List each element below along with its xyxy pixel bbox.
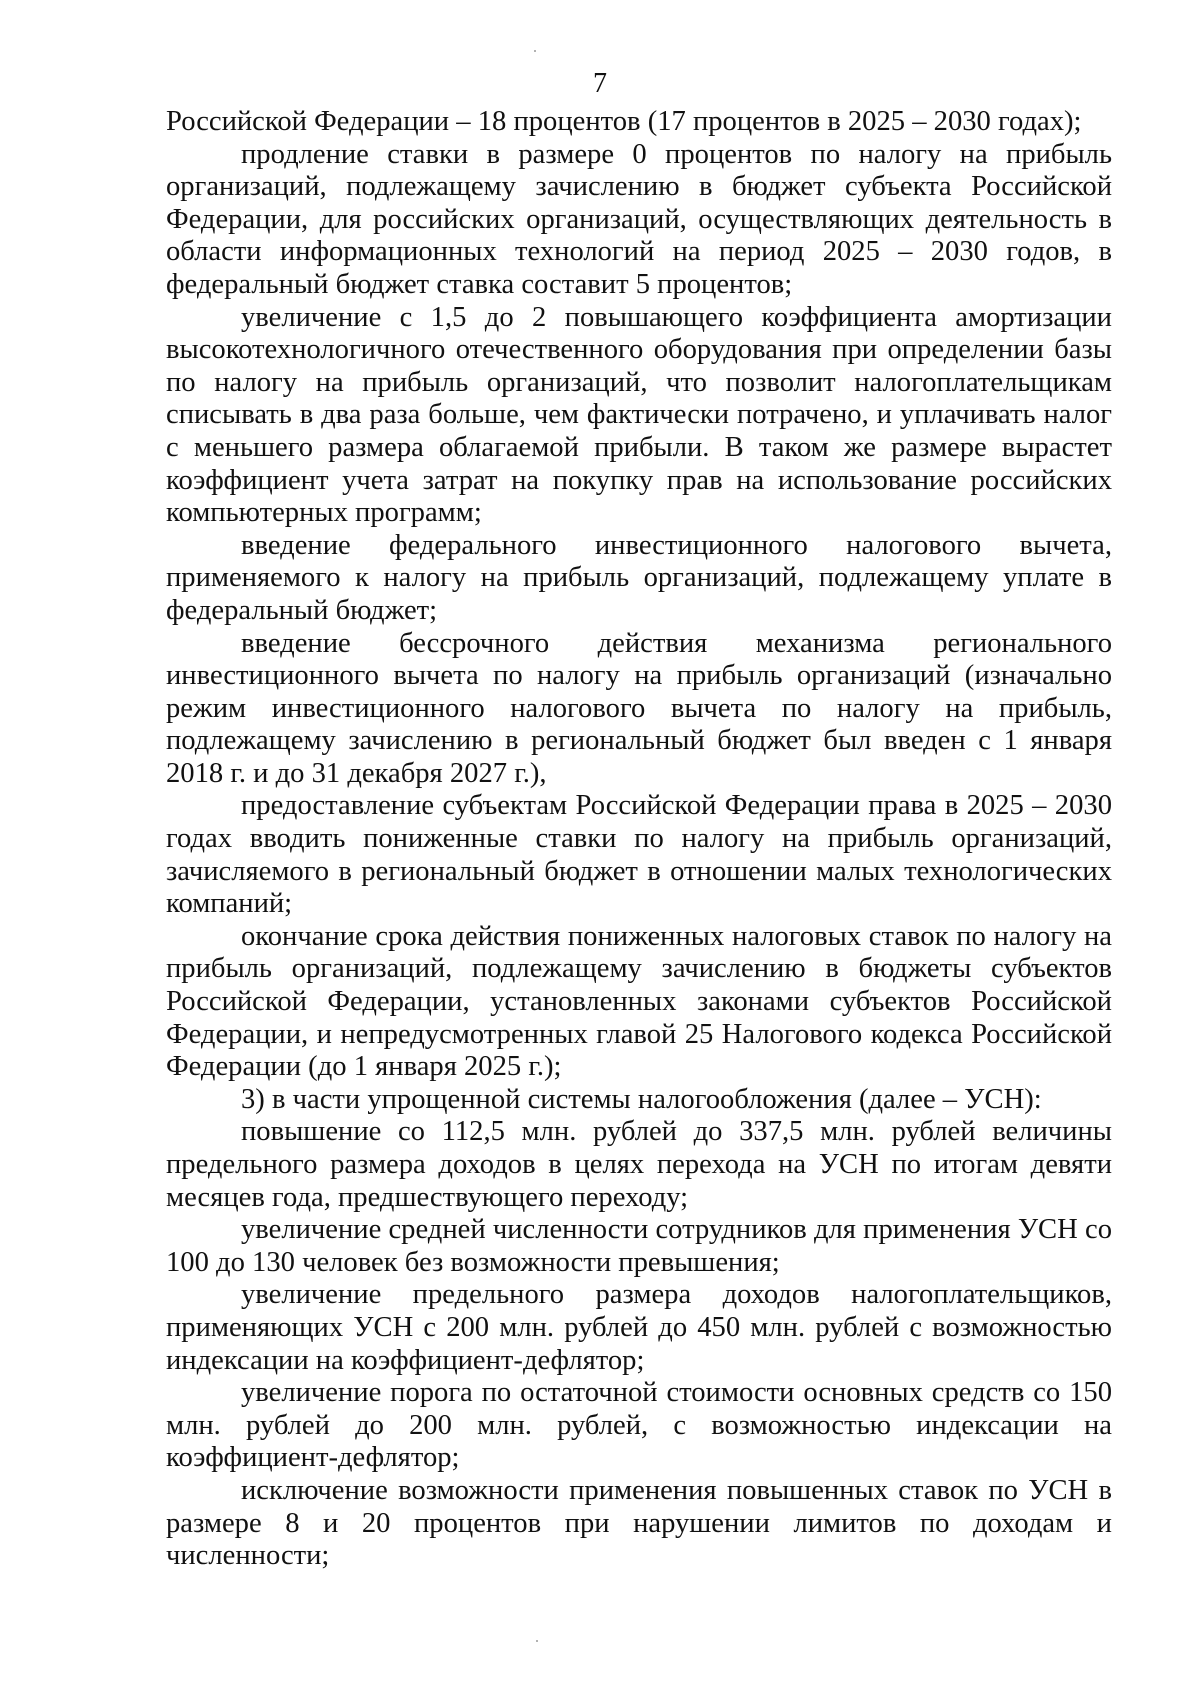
page-number: 7	[593, 68, 607, 99]
paragraph-usn-income-limit: увеличение предельного размера доходов налогоплательщиков, применяющих УСН с 200 млн. рублей до 450 млн. рублей с возможностью индексации на коэффициент-дефлятор;	[166, 1279, 1112, 1376]
paragraph-rates-expiry: окончание срока действия пониженных налоговых ставок по налогу на прибыль организаций, подлежащему зачислению в бюджеты субъектов Российской Федерации, установленных законами субъектов Российской Федерации, и непредусмотренных главой 25 Налогового кодекса Российской Федерации (до 1 января 2025 г.);	[166, 920, 1112, 1083]
paragraph-usn-heading: 3) в части упрощенной системы налогообложения (далее – УСН):	[241, 1083, 1042, 1115]
paragraph-usn-staff: увеличение средней численности сотрудников для применения УСН со 100 до 130 человек без возможности превышения;	[166, 1214, 1112, 1278]
paragraph-regional-deduction: введение бессрочного действия механизма регионального инвестиционного вычета по налогу на прибыль организаций (изначально режим инвестиционного налогового вычета по налогу на прибыль, подлежащему зачислению в региональный бюджет был введен с 1 января 2018 г. и до 31 декабря 2027 г.),	[166, 627, 1112, 789]
paragraph-usn-threshold: повышение со 112,5 млн. рублей до 337,5 млн. рублей величины предельного размера доходов в целях перехода на УСН по итогам девяти месяцев года, предшествующего переходу;	[166, 1116, 1112, 1213]
paragraph-continuation: Российской Федерации – 18 процентов (17 процентов в 2025 – 2030 годах);	[166, 106, 1082, 137]
paragraph-depreciation: увеличение с 1,5 до 2 повышающего коэффициента амортизации высокотехнологичного отечественного оборудования при определении базы по налогу на прибыль организаций, что позволит налогоплательщикам списывать в два раза больше, чем фактически потрачено, и уплачивать налог с меньшего размера облагаемой прибыли. В таком же размере вырастет коэффициент учета затрат на покупку прав на использование российских компьютерных программ;	[166, 301, 1112, 529]
scan-speck	[536, 1640, 538, 1642]
scan-speck	[534, 50, 536, 52]
paragraph-federal-deduction: введение федерального инвестиционного налогового вычета, применяемого к налогу на прибыль организаций, подлежащему уплате в федеральный бюджет;	[166, 529, 1112, 626]
paragraph-it-rate: продление ставки в размере 0 процентов по налогу на прибыль организаций, подлежащему зачислению в бюджет субъекта Российской Федерации, для российских организаций, осуществляющих деятельность в области информационных технологий на период 2025 – 2030 годов, в федеральный бюджет ставка составит 5 процентов;	[166, 138, 1112, 300]
document-body	[166, 106, 1112, 1573]
paragraph-usn-fixed-assets: увеличение порога по остаточной стоимости основных средств со 150 млн. рублей до 200 млн. рублей, с возможностью индексации на коэффициент-дефлятор;	[166, 1377, 1112, 1474]
paragraph-reduced-rates: предоставление субъектам Российской Федерации права в 2025 – 2030 годах вводить пониженные ставки по налогу на прибыль организаций, зачисляемого в региональный бюджет в отношении малых технологических компаний;	[166, 790, 1112, 920]
paragraph-usn-rates: исключение возможности применения повышенных ставок по УСН в размере 8 и 20 процентов при нарушении лимитов по доходам и численности;	[166, 1474, 1112, 1572]
